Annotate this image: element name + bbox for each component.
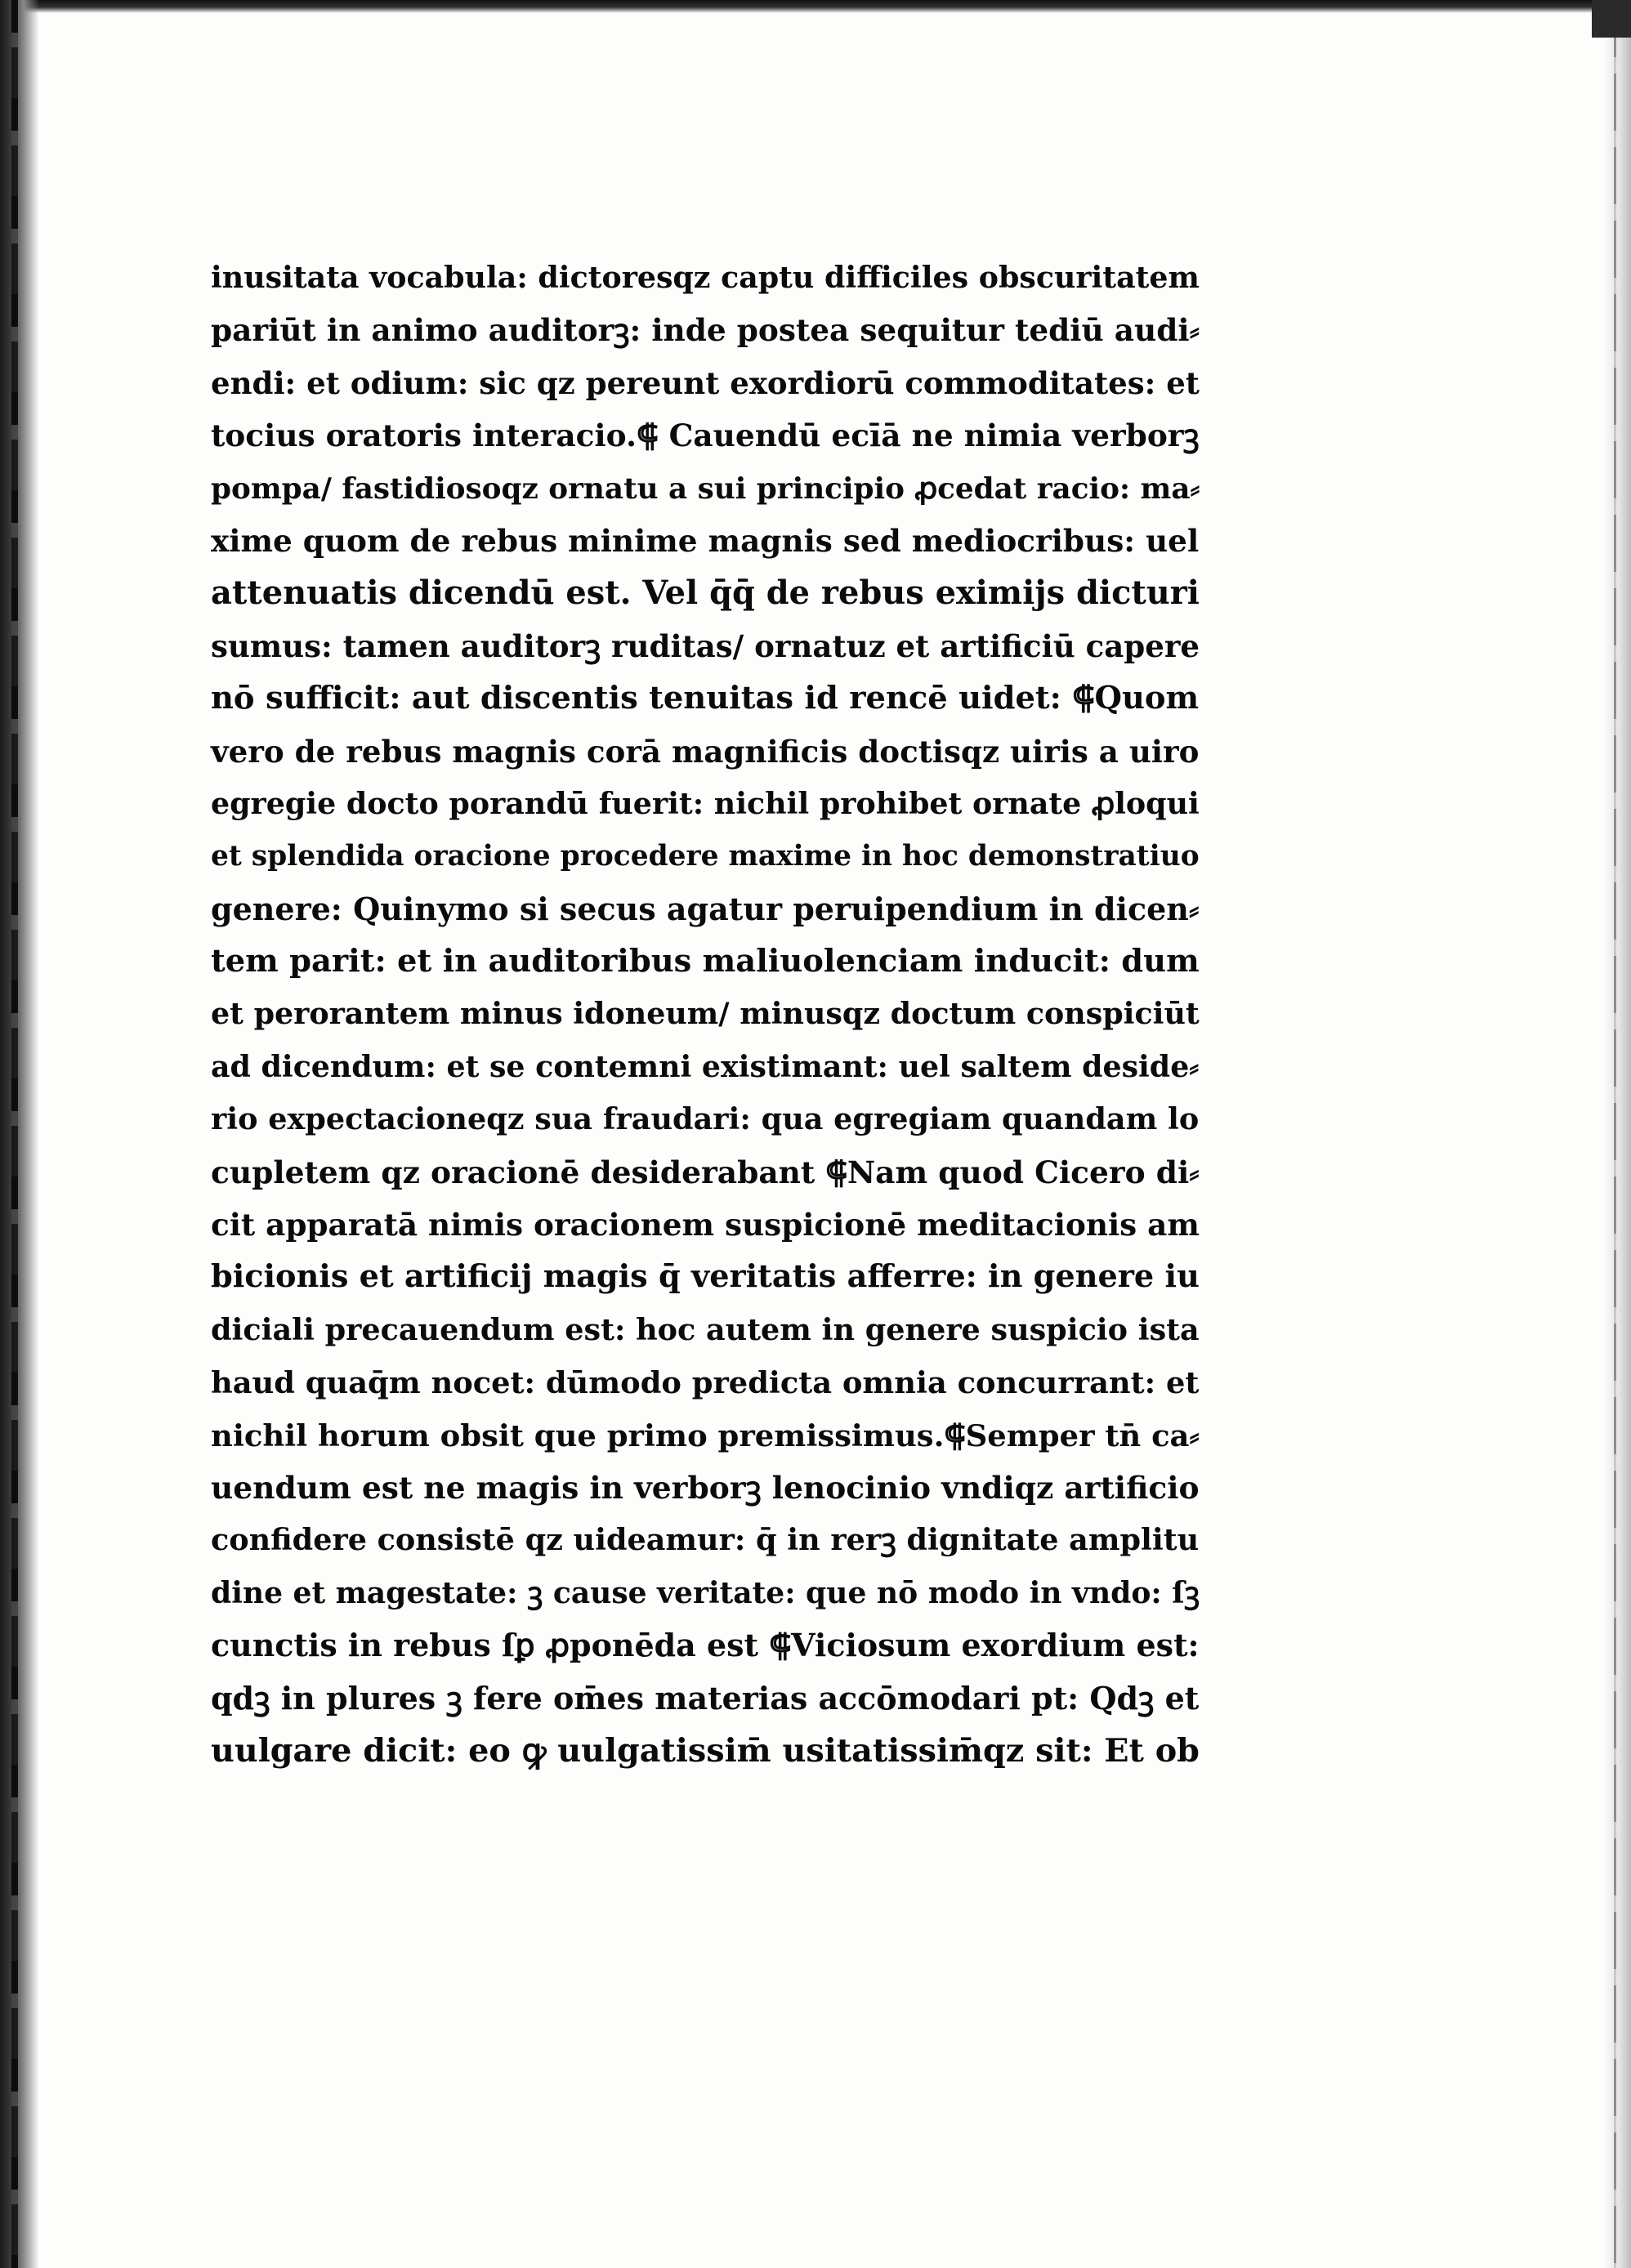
binding-gutter [0, 0, 39, 2268]
scan-corner-mark [1592, 0, 1631, 38]
text-line-22: haud quaq̄m nocet: dūmodo predicta omnia concurrant: et [211, 1364, 1200, 1401]
text-line-8: sumus: tamen auditorꝫ ruditas/ ornatuz et artificiū capere [211, 627, 1200, 664]
text-line-23: nichil horum obsit que primo premissimus.⸿Semper tn̄ ca⸗ [211, 1417, 1200, 1453]
text-column [211, 252, 1200, 1777]
scan-right-edge [1603, 0, 1631, 2268]
text-line-13: genere: Quinymo si secus agatur peruipendium in dicen⸗ [211, 890, 1200, 927]
text-line-17: rio expectacioneqz sua fraudari: qua egregiam quandam lo [211, 1101, 1200, 1137]
text-line-28: qdꝫ in plures ꝫ fere om̄es materias accōmodari pt: Qdꝫ et [211, 1679, 1200, 1717]
text-line-5: pompa/ fastidiosoqz ornatu a sui principio ꝓcedat racio: ma⸗ [211, 471, 1200, 506]
text-line-27: cunctis in rebus ſꝑ ꝓponēda est ⸿Viciosum exordium est: [211, 1627, 1200, 1664]
text-line-24: uendum est ne magis in verborꝫ lenocinio vndiqz artificio [211, 1469, 1200, 1506]
text-line-20: bicionis et artificij magis q̄ veritatis afferre: in genere iu [211, 1258, 1200, 1296]
text-line-21: diciali precauendum est: hoc autem in genere suspicio ista [211, 1311, 1200, 1347]
text-line-25: confidere consistē qz uideamur: q̄ in rerꝫ dignitate amplitu [211, 1522, 1200, 1558]
text-line-2: pariūt in animo auditorꝫ: inde postea sequitur tediū audi⸗ [211, 312, 1200, 349]
text-line-18: cupletem qz oracionē desiderabant ⸿Nam quod Cicero di⸗ [211, 1154, 1200, 1190]
text-line-16: ad dicendum: et se contemni existimant: uel saltem deside⸗ [211, 1048, 1200, 1084]
binding-shadow-streak [11, 0, 18, 2268]
text-line-11: egregie docto porandū fuerit: nichil prohibet ornate ꝓloqui [211, 785, 1200, 821]
text-line-14: tem parit: et in auditoribus maliuolenciam inducit: dum [211, 943, 1200, 980]
text-line-7: attenuatis dicendū est. Vel q̄q̄ de rebus eximijs dicturi [211, 574, 1200, 613]
text-line-3: endi: et odium: sic qz pereunt exordiorū commoditates: et [211, 364, 1200, 401]
text-line-15: et perorantem minus idoneum/ minusqz doctum conspiciūt [211, 996, 1200, 1032]
text-line-19: cit apparatā nimis oracionem suspicionē meditacionis am [211, 1207, 1200, 1243]
text-line-1: inusitata vocabula: dictoresqz captu difficiles obscuritatem [211, 260, 1200, 295]
text-line-9: nō sufficit: aut discentis tenuitas id rencē uidet: ⸿Quom [211, 680, 1200, 717]
text-line-6: xime quom de rebus minime magnis sed mediocribus: uel [211, 522, 1200, 559]
text-line-26: dine et magestate: ꝫ cause veritate: que nō modo in vndo: ſꝫ [211, 1575, 1200, 1610]
scan-right-line [1614, 0, 1616, 2268]
scan-top-edge [0, 0, 1631, 13]
text-line-4: tocius oratoris interacio.⸿ Cauendū ecīā ne nimia verborꝫ [211, 417, 1200, 454]
text-line-12: et splendida oracione procedere maxime in hoc demonstratiuo [211, 840, 1200, 873]
text-line-29: uulgare dicit: eo ꝙ uulgatissim̄ usitatissim̄qz sit: Et ob [211, 1731, 1200, 1770]
text-line-10: vero de rebus magnis corā magnificis doctisqz uiris a uiro [211, 733, 1200, 770]
